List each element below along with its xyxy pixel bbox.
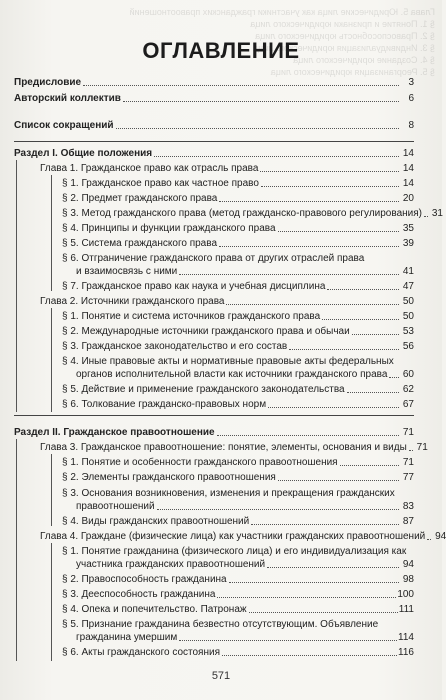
toc-entry-page: 20 (402, 193, 414, 204)
toc-paragraph[interactable] (14, 471, 414, 484)
toc-paragraph[interactable] (14, 515, 414, 528)
toc-paragraph-text: § 2. Элементы гражданского правоотношения (62, 472, 276, 483)
toc-paragraph-text: § 5. Действие и применение гражданского законодательства (62, 384, 345, 395)
toc-entry-page: 71 (416, 442, 428, 453)
toc-paragraph-text: § 5. Признание гражданина безвестно отсутствующим. Объявление (62, 619, 379, 630)
toc-chapter[interactable] (14, 441, 428, 454)
toc-paragraph[interactable] (14, 177, 414, 190)
toc-paragraph-text: § 4. Опека и попечительство. Патронаж (62, 604, 247, 615)
page-title: ОГЛАВЛЕНИЕ (142, 38, 300, 63)
toc-paragraph[interactable] (14, 618, 414, 631)
chapter-connector-line (51, 175, 52, 291)
toc-entry-page: 14 (402, 163, 414, 174)
toc-paragraph-text: § 1. Понятие и система источников гражданского права (62, 311, 321, 322)
toc-paragraph-text: § 6. Акты гражданского состояния (62, 647, 220, 658)
toc-section-text: Раздел I. Общие положения (14, 148, 153, 159)
toc-entry-page: 62 (402, 384, 414, 395)
toc-paragraph[interactable] (14, 355, 414, 368)
toc-entry-page: 77 (402, 472, 414, 483)
toc-entry-text: Список сокращений (14, 120, 114, 131)
toc-paragraph[interactable] (14, 456, 414, 469)
toc-paragraph-text: органов исполнительной власти как источники гражданского права (76, 369, 388, 380)
toc-entry-page: 100 (397, 589, 414, 600)
toc-entry-page: 111 (398, 604, 414, 615)
toc-paragraph-text: § 2. Международные источники гражданского права и обычаи (62, 326, 350, 337)
toc-paragraph-text: § 3. Основания возникновения, изменения и прекращения гражданских (62, 488, 395, 499)
toc-entry-page: 53 (402, 326, 414, 337)
toc-entry[interactable] (14, 76, 414, 89)
toc-paragraph-text: § 3. Метод гражданского права (метод гражданско-правового регулирования) (62, 208, 422, 219)
toc-paragraph[interactable] (14, 588, 414, 601)
section-rule (14, 415, 414, 416)
toc-paragraph[interactable] (14, 325, 414, 338)
toc-paragraph[interactable] (14, 383, 414, 396)
toc-entry-page: 67 (402, 399, 414, 410)
page-number: 571 (211, 670, 231, 682)
chapter-connector-line (51, 308, 52, 412)
toc-entry-page: 47 (402, 281, 414, 292)
toc-paragraph[interactable] (14, 207, 443, 220)
toc-paragraph-text: § 2. Предмет гражданского права (62, 193, 218, 204)
section-rule (14, 141, 414, 142)
toc-entry-page: 8 (408, 120, 414, 131)
toc-entry[interactable] (14, 92, 414, 105)
toc-entry[interactable] (14, 119, 414, 132)
toc-paragraph-continuation[interactable] (14, 558, 414, 571)
toc-paragraph[interactable] (14, 222, 414, 235)
toc-chapter-text: Глава 4. Граждане (физические лица) как участники гражданских правоотношений (40, 531, 426, 542)
toc-paragraph-text: правоотношений (76, 501, 155, 512)
toc-paragraph[interactable] (14, 280, 414, 293)
toc-paragraph[interactable] (14, 340, 414, 353)
toc-paragraph-text: § 4. Виды гражданских правоотношений (62, 516, 250, 527)
toc-paragraph-continuation[interactable] (14, 265, 414, 278)
toc-paragraph-text: участника гражданских правоотношений (76, 559, 266, 570)
toc-paragraph[interactable] (14, 573, 414, 586)
toc-entry-page: 35 (402, 223, 414, 234)
toc-paragraph-text: § 6. Толкование гражданско-правовых норм (62, 399, 267, 410)
toc-entry-page: 94 (435, 531, 446, 542)
toc-entry-page: 94 (402, 559, 414, 570)
toc-entry-page: 60 (402, 369, 414, 380)
toc-paragraph-continuation[interactable] (14, 631, 414, 644)
toc-entry-page: 50 (402, 296, 414, 307)
toc-paragraph-text: § 7. Гражданское право как наука и учебная дисциплина (62, 281, 326, 292)
toc-entry-page: 6 (408, 93, 414, 104)
toc-entry-page: 41 (402, 266, 414, 277)
toc-entry-page: 87 (402, 516, 414, 527)
toc-paragraph-text: § 1. Понятие гражданина (физического лица) и его индивидуализация как (62, 546, 407, 557)
toc-entry-page: 31 (431, 208, 443, 219)
toc-entry-page: 3 (408, 77, 414, 88)
bleed-through-text: Глава 5. Юридические лица как участники гражданских правоотношений § 1. Понятие и признаки юридического лица § 2. Правоспособность юридического лица § 3. Индивидуализация юридического лица § 4. Создание юридического лица § 5. Реорганизация юридического лица (129, 7, 435, 77)
toc-entry-page: 116 (398, 647, 414, 658)
toc-entry-page: 71 (402, 457, 414, 468)
toc-chapter-text: Глава 2. Источники гражданского права (40, 296, 225, 307)
toc-entry-page: 14 (402, 148, 414, 159)
toc-paragraph[interactable] (14, 310, 414, 323)
toc-paragraph[interactable] (14, 398, 414, 411)
toc-paragraph[interactable] (14, 646, 414, 659)
toc-chapter[interactable] (14, 530, 446, 543)
toc-paragraph-text: § 1. Понятие и особенности гражданского правоотношения (62, 457, 338, 468)
toc-paragraph[interactable] (14, 545, 414, 558)
toc-paragraph-text: § 4. Иные правовые акты и нормативные правовые акты федеральных (62, 356, 394, 367)
toc-entry-page: 114 (398, 632, 414, 643)
toc-section-text: Раздел II. Гражданское правоотношение (14, 427, 215, 438)
toc-paragraph[interactable] (14, 237, 414, 250)
toc-paragraph-text: § 2. Правоспособность гражданина (62, 574, 227, 585)
toc-paragraph-continuation[interactable] (14, 500, 414, 513)
toc-entry-page: 98 (402, 574, 414, 585)
toc-entry-page: 39 (402, 238, 414, 249)
toc-paragraph[interactable] (14, 487, 414, 500)
toc-entry-page: 83 (402, 501, 414, 512)
toc-entry-page: 14 (402, 178, 414, 189)
toc-paragraph-text: § 3. Дееспособность гражданина (62, 589, 216, 600)
toc-chapter[interactable] (14, 295, 414, 308)
toc-paragraph-text: гражданина умершим (76, 632, 178, 643)
chapter-connector-line (51, 543, 52, 661)
section-connector-line (16, 160, 17, 412)
toc-entry-text: Предисловие (14, 77, 82, 88)
toc-entry-page: 50 (402, 311, 414, 322)
toc-paragraph-text: и взаимосвязь с ними (76, 266, 178, 277)
toc-paragraph-text: § 1. Гражданское право как частное право (62, 178, 259, 189)
section-connector-line (16, 439, 17, 661)
toc-chapter-text: Глава 3. Гражданское правоотношение: понятие, элементы, основания и виды (40, 442, 407, 453)
toc-paragraph[interactable] (14, 192, 414, 205)
toc-section[interactable] (14, 426, 414, 439)
toc-chapter[interactable] (14, 162, 414, 175)
toc-paragraph-text: § 3. Гражданское законодательство и его состав (62, 341, 288, 352)
toc-entry-page: 71 (402, 427, 414, 438)
toc-paragraph[interactable] (14, 252, 414, 265)
toc-paragraph[interactable] (14, 603, 414, 616)
toc-entry-text: Авторский коллектив (14, 93, 121, 104)
chapter-connector-line (51, 454, 52, 526)
toc-section[interactable] (14, 147, 414, 160)
toc-paragraph-text: § 6. Отграничение гражданского права от других отраслей права (62, 253, 365, 264)
toc-paragraph-text: § 5. Система гражданского права (62, 238, 218, 249)
toc-paragraph-continuation[interactable] (14, 368, 414, 381)
toc-chapter-text: Глава 1. Гражданское право как отрасль права (40, 163, 259, 174)
toc-entry-page: 56 (402, 341, 414, 352)
toc-paragraph-text: § 4. Принципы и функции гражданского права (62, 223, 276, 234)
